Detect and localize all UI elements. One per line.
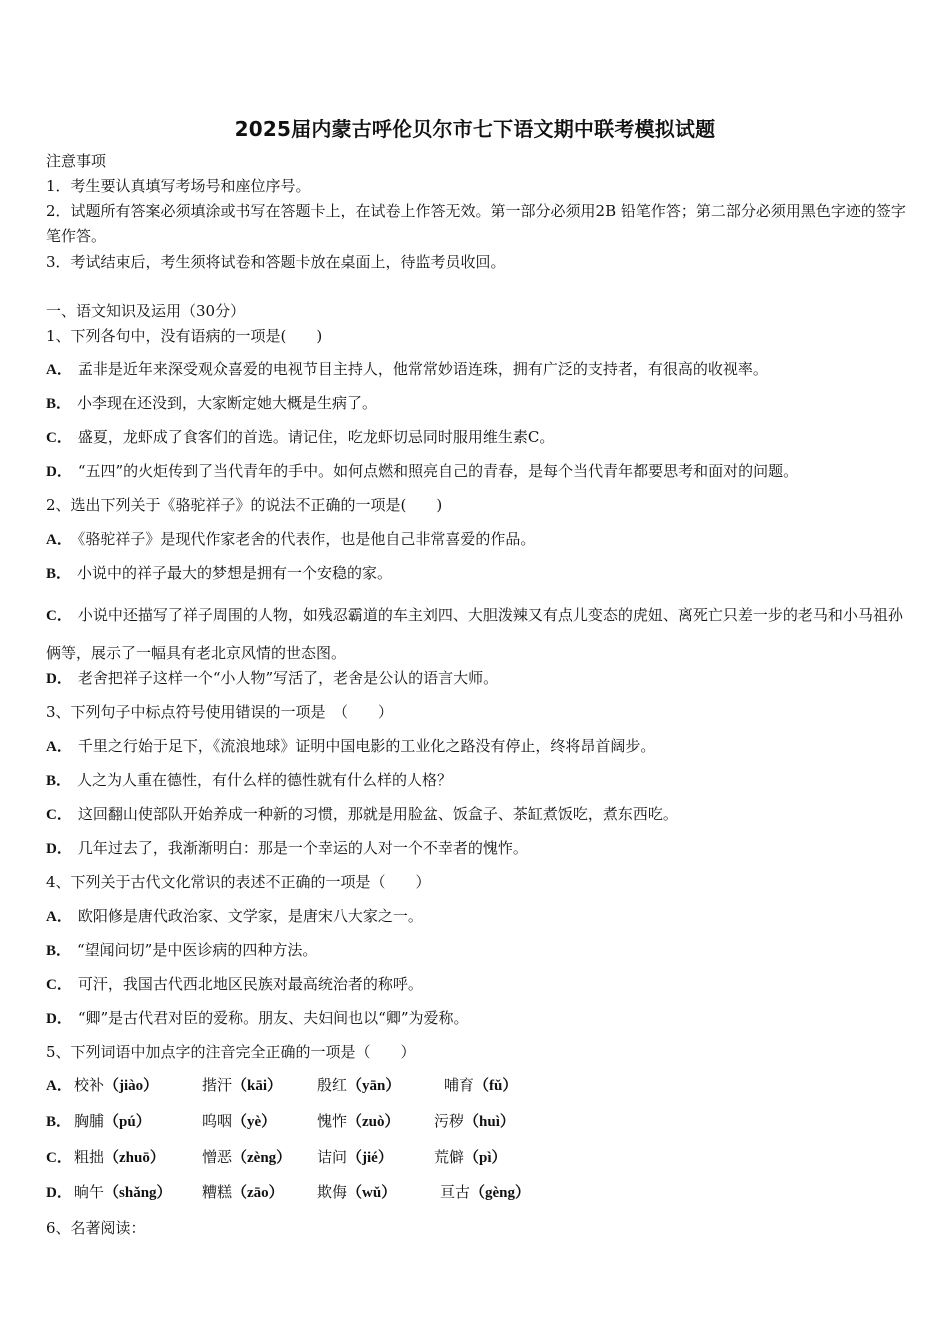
option-text: “五四”的火炬传到了当代青年的手中。如何点燃和照亮自己的青春，是每个当代青年都要思考和面对的问题。 xyxy=(77,462,799,480)
pinyin-item: 荒僻（pì） xyxy=(434,1148,507,1166)
option-label: A． xyxy=(46,362,72,378)
option-row xyxy=(46,940,317,961)
option-text: 盛夏，龙虾成了食客们的首选。请记住，吃龙虾切忌同时服用维生素C。 xyxy=(77,428,555,446)
pinyin-item: 糟糕（zāo） xyxy=(202,1183,284,1201)
option-row xyxy=(46,906,423,927)
option-label: D． xyxy=(46,1011,72,1027)
pinyin-item: 胸脯（pú） xyxy=(74,1112,151,1130)
option-text: 欧阳修是唐代政治家、文学家，是唐宋八大家之一。 xyxy=(77,907,423,925)
option-label: B． xyxy=(46,1114,72,1130)
pinyin-item: 亘古（gèng） xyxy=(440,1183,531,1201)
pinyin-item: 晌午（shǎng） xyxy=(74,1183,172,1201)
option-row xyxy=(46,393,377,414)
option-text: 《骆驼祥子》是现代作家老舍的代表作，也是他自己非常喜爱的作品。 xyxy=(77,530,536,548)
option-label: C． xyxy=(46,977,72,993)
option-row xyxy=(46,359,768,380)
option-text: 小李现在还没到，大家断定她大概是生病了。 xyxy=(77,394,378,412)
option-label: C． xyxy=(46,1150,72,1166)
option-row xyxy=(46,770,452,791)
option-row xyxy=(46,974,423,995)
option-label: B． xyxy=(46,396,72,412)
option-label: D． xyxy=(46,671,72,687)
option-label: A． xyxy=(46,1078,72,1094)
option-label: B． xyxy=(46,773,72,789)
notice-item: 2．试题所有答案必须填涂或书写在答题卡上，在试卷上作答无效。第一部分必须用2B 铅笔作答；第二部分必须用黑色字迹的签字笔作答。 xyxy=(46,202,906,245)
option-text: 这回翻山使部队开始养成一种新的习惯，那就是用脸盆、饭盒子、茶缸煮饭吃，煮东西吃。 xyxy=(77,805,678,823)
option-text: 几年过去了，我渐渐明白：那是一个幸运的人对一个不幸者的愧怍。 xyxy=(77,839,528,857)
notice-heading: 注意事项 xyxy=(46,152,107,170)
option-row xyxy=(46,427,554,448)
pinyin-item: 殷红（yān） xyxy=(317,1076,401,1094)
option-label: D． xyxy=(46,1185,72,1201)
option-row xyxy=(46,838,528,859)
option-label: A． xyxy=(46,909,72,925)
option-text: 小说中还描写了祥子周围的人物，如残忍霸道的车主刘四、大胆泼辣又有点儿变态的虎妞、离死亡只差一步的老马和小马祖孙俩等，展示了一幅具有老北京风情的世态图。 xyxy=(46,606,903,662)
question-stem: 3、下列句子中标点符号使用错误的一项是 （ ） xyxy=(46,703,394,721)
option-text: 孟非是近年来深受观众喜爱的电视节目主持人，他常常妙语连珠，拥有广泛的支持者，有很高的收视率。 xyxy=(77,360,768,378)
option-row xyxy=(46,597,908,672)
page-title: 2025届内蒙古呼伦贝尔市七下语文期中联考模拟试题 xyxy=(234,117,716,141)
question-stem: 2、选出下列关于《骆驼祥子》的说法不正确的一项是( ) xyxy=(46,496,443,514)
question-stem: 6、名著阅读： xyxy=(46,1219,146,1237)
pinyin-item: 污秽（huì） xyxy=(434,1112,515,1130)
pinyin-item: 欺侮（wǔ） xyxy=(317,1183,397,1201)
pinyin-item: 哺育（fǔ） xyxy=(444,1076,518,1094)
option-label: A． xyxy=(46,532,72,548)
question-stem: 4、下列关于古代文化常识的表述不正确的一项是（ ） xyxy=(46,873,431,891)
option-row xyxy=(46,1008,469,1029)
option-row xyxy=(46,563,392,584)
option-label: C． xyxy=(46,807,72,823)
option-row xyxy=(46,461,798,482)
notice-item: 3．考试结束后，考生须将试卷和答题卡放在桌面上，待监考员收回。 xyxy=(46,253,506,271)
pinyin-item: 揩汗（kāi） xyxy=(202,1076,283,1094)
question-stem: 5、下列词语中加点字的注音完全正确的一项是（ ） xyxy=(46,1043,416,1061)
pinyin-item: 诘问（jié） xyxy=(317,1148,393,1166)
question-stem: 1、下列各句中，没有语病的一项是( ) xyxy=(46,327,323,345)
option-text: 千里之行始于足下，《流浪地球》证明中国电影的工业化之路没有停止，终将昂首阔步。 xyxy=(77,737,656,755)
pinyin-item: 呜咽（yè） xyxy=(202,1112,277,1130)
pinyin-item: 粗拙（zhuō） xyxy=(74,1148,165,1166)
pinyin-item: 校补（jiào） xyxy=(74,1076,159,1094)
option-label: D． xyxy=(46,464,72,480)
section-heading: 一、语文知识及运用（30分） xyxy=(46,302,246,320)
notice-item: 1．考生要认真填写考场号和座位序号。 xyxy=(46,177,311,195)
option-text: 小说中的祥子最大的梦想是拥有一个安稳的家。 xyxy=(77,564,393,582)
option-row xyxy=(46,668,498,689)
option-text: 人之为人重在德性，有什么样的德性就有什么样的人格？ xyxy=(77,771,453,789)
pinyin-item: 憎恶（zèng） xyxy=(202,1148,292,1166)
pinyin-item: 愧怍（zuò） xyxy=(317,1112,400,1130)
option-row xyxy=(46,804,678,825)
option-row xyxy=(46,736,655,757)
option-text: “卿”是古代君对臣的爱称。朋友、夫妇间也以“卿”为爱称。 xyxy=(77,1009,469,1027)
option-label: A． xyxy=(46,739,72,755)
option-text: 老舍把祥子这样一个“小人物”写活了，老舍是公认的语言大师。 xyxy=(77,669,499,687)
option-row xyxy=(46,529,535,550)
option-label: B． xyxy=(46,943,72,959)
option-label: C． xyxy=(46,608,72,624)
option-label: B． xyxy=(46,566,72,582)
option-text: “望闻问切”是中医诊病的四种方法。 xyxy=(77,941,318,959)
option-label: D． xyxy=(46,841,72,857)
option-label: C． xyxy=(46,430,72,446)
option-text: 可汗，我国古代西北地区民族对最高统治者的称呼。 xyxy=(77,975,423,993)
